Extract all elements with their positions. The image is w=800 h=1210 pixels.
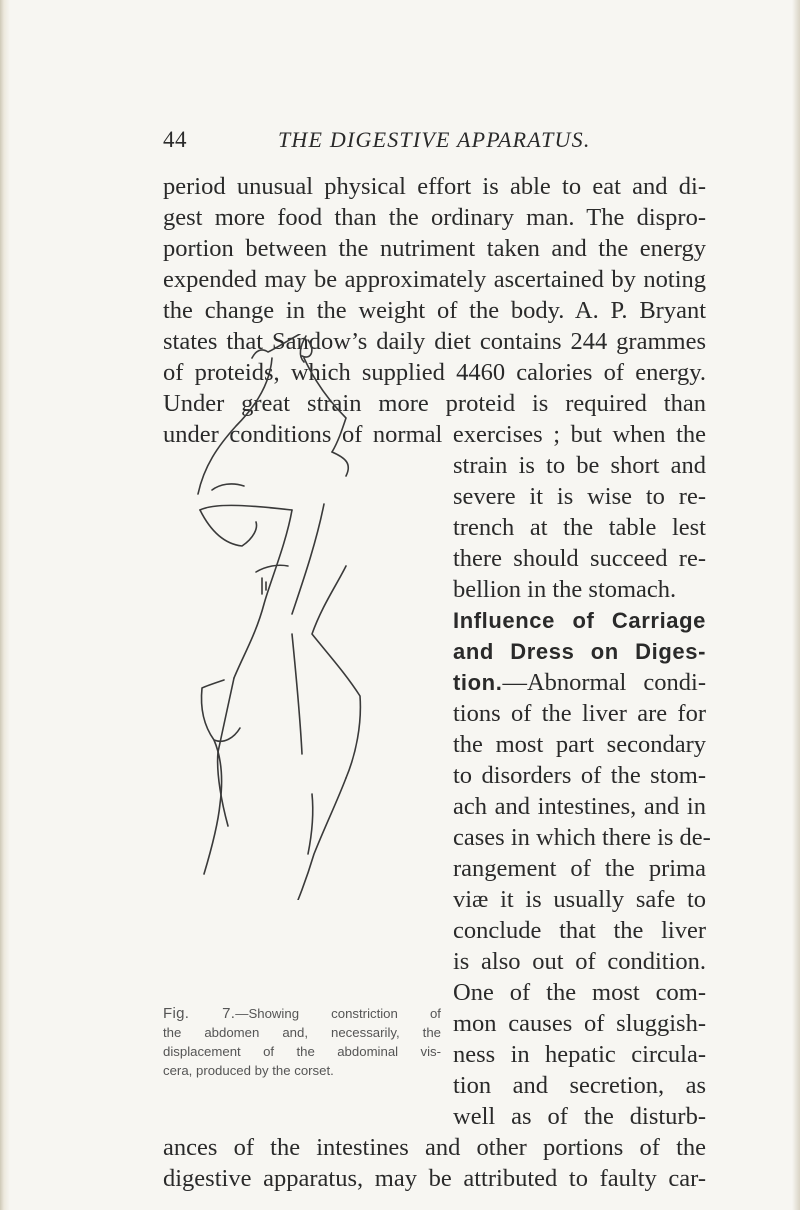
corset-line-mid [256, 565, 288, 572]
text-line: states that Sandow’s daily diet contains 244 grammes [163, 328, 706, 355]
back-contour [198, 358, 272, 494]
text-line: gest more food than the ordinary man. The dispro- [163, 204, 706, 231]
figure-corset-outline [196, 334, 436, 900]
section-heading-end: tion. [453, 670, 503, 695]
page-edge-left [0, 0, 10, 1210]
front-hip-contour [332, 452, 348, 476]
torso-outline-drawing [196, 334, 436, 900]
text-line: Under great strain more proteid is required than [163, 390, 706, 417]
figure-caption [163, 1004, 441, 1080]
text-line: digestive apparatus, may be attributed to faulty car- [163, 1165, 706, 1192]
text-line: there should succeed re- [453, 545, 706, 572]
text-line: tions of the liver are for [453, 700, 706, 727]
corset-mark [262, 578, 266, 594]
text-line: under conditions of normal exercises ; but when the [163, 421, 706, 448]
text-line: bellion in the stomach. [453, 576, 677, 603]
front-contour [304, 358, 346, 452]
skirt-mid [292, 634, 302, 754]
text-line: period unusual physical effort is able to eat and di- [163, 173, 706, 200]
neck-line [300, 336, 306, 362]
collar-line [252, 334, 300, 358]
text-line: expended may be approximately ascertained by noting [163, 266, 706, 293]
running-head [163, 127, 703, 157]
text-line: portion between the nutriment taken and the energy [163, 235, 706, 262]
caption-line: the abdomen and, necessarily, the [163, 1025, 441, 1040]
bust-curve [200, 510, 256, 546]
text-line: strain is to be short and [453, 452, 706, 479]
figure-label: Fig. 7. [163, 1005, 236, 1022]
text-line: to disorders of the stom- [453, 762, 706, 789]
corset-line-front [234, 510, 292, 678]
abdomen-contour [312, 566, 360, 778]
text-line: cases in which there is de- [453, 824, 711, 851]
section-heading-line: and Dress on Diges- [453, 639, 706, 664]
text-line: of proteids, which supplied 4460 calories of energy. [163, 359, 706, 386]
text-line: ach and intestines, and in [453, 793, 706, 820]
text-line: One of the most com- [453, 979, 706, 1006]
text-line: is also out of condition. [453, 948, 706, 975]
page-edge-right [792, 0, 800, 1210]
text-line: rangement of the prima [453, 855, 706, 882]
text-line: mon causes of sluggish- [453, 1010, 706, 1037]
hip-contour [202, 680, 241, 741]
text-line: the most part secondary [453, 731, 706, 758]
text-line: the change in the weight of the body. A. P. Bryant [163, 297, 706, 324]
bust-inner [212, 484, 244, 490]
caption-line: cera, produced by the corset. [163, 1063, 334, 1078]
bust-line [200, 505, 292, 510]
text-line: viæ it is usually safe to [453, 886, 706, 913]
caption-line [163, 1004, 441, 1023]
text-line: ances of the intestines and other portions of the [163, 1134, 706, 1161]
caption-text: —Showing constriction of [235, 1006, 441, 1021]
skirt-right [298, 778, 346, 900]
text-run: —Abnormal condi- [502, 669, 706, 696]
page-number: 44 [163, 127, 187, 152]
corset-line-back [292, 504, 324, 614]
section-heading-line: Influence of Carriage [453, 608, 706, 633]
running-title: THE DIGESTIVE APPARATUS. [278, 127, 591, 152]
text-line [453, 668, 706, 698]
text-line: severe it is wise to re- [453, 483, 706, 510]
text-line: ness in hepatic circula- [453, 1041, 706, 1068]
text-line: tion and secretion, as [453, 1072, 706, 1099]
skirt-mark [308, 794, 313, 854]
caption-line: displacement of the abdominal vis- [163, 1044, 441, 1059]
text-line: trench at the table lest [453, 514, 706, 541]
text-line: conclude that the liver [453, 917, 706, 944]
text-line: well as of the disturb- [453, 1103, 706, 1130]
skirt-left [204, 740, 222, 874]
